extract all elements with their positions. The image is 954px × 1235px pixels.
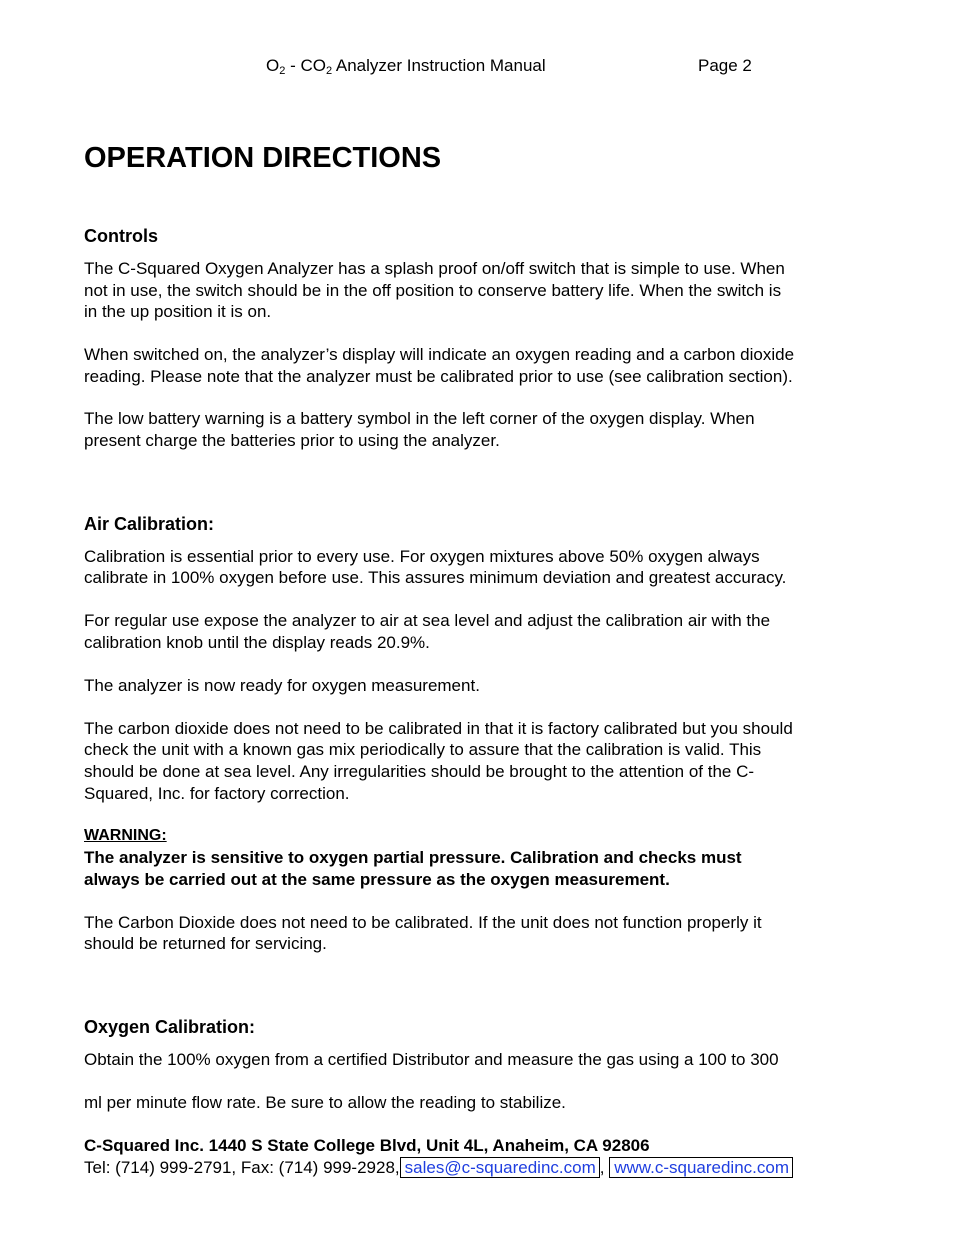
paragraph-line: calibrate in 100% oxygen before use. This assures minimum deviation and greatest accuracy. — [84, 568, 787, 587]
paragraph-line: Obtain the 100% oxygen from a certified Distributor and measure the gas using a 100 to 300 — [84, 1050, 779, 1069]
paragraph-line: The low battery warning is a battery symbol in the left corner of the oxygen display. When — [84, 409, 755, 428]
paragraph-line: should be done at sea level. Any irregularities should be brought to the attention of the C- — [84, 762, 755, 781]
paragraph-line: should be returned for servicing. — [84, 934, 327, 953]
email-link[interactable]: sales@c-squaredinc.com — [400, 1157, 600, 1178]
paragraph-line: ml per minute flow rate. Be sure to allow the reading to stabilize. — [84, 1093, 566, 1112]
air-calibration-heading: Air Calibration: — [84, 514, 215, 534]
company-address: C-Squared Inc. 1440 S State College Blvd, Unit 4L, Anaheim, CA 92806 — [84, 1136, 650, 1155]
website-link[interactable]: www.c-squaredinc.com — [609, 1157, 793, 1178]
controls-heading: Controls — [84, 226, 158, 246]
paragraph-line: present charge the batteries prior to using the analyzer. — [84, 431, 500, 450]
page-number: Page 2 — [698, 56, 752, 75]
paragraph-line: Squared, Inc. for factory correction. — [84, 784, 350, 803]
paragraph-line: Calibration is essential prior to every use. For oxygen mixtures above 50% oxygen always — [84, 547, 760, 566]
warning-text: The analyzer is sensitive to oxygen partial pressure. Calibration and checks must — [84, 848, 742, 867]
paragraph-line: The analyzer is now ready for oxygen measurement. — [84, 676, 480, 695]
paragraph-line: check the unit with a known gas mix periodically to assure that the calibration is valid. This — [84, 740, 762, 759]
contact-phone-fax: Tel: (714) 999-2791, Fax: (714) 999-2928, — [84, 1158, 400, 1177]
paragraph-line: calibration knob until the display reads 20.9%. — [84, 633, 430, 652]
contact-line — [84, 1157, 793, 1179]
page-title: OPERATION DIRECTIONS — [84, 142, 442, 174]
paragraph-line: The C-Squared Oxygen Analyzer has a splash proof on/off switch that is simple to use. When — [84, 259, 785, 278]
paragraph-line: When switched on, the analyzer’s display will indicate an oxygen reading and a carbon dioxide — [84, 345, 795, 364]
paragraph-line: The Carbon Dioxide does not need to be calibrated. If the unit does not function properly it — [84, 913, 762, 932]
paragraph-line: reading. Please note that the analyzer must be calibrated prior to use (see calibration section). — [84, 367, 793, 386]
contact-separator: , — [599, 1158, 605, 1177]
warning-text: always be carried out at the same pressure as the oxygen measurement. — [84, 870, 670, 889]
header-title: $O_2 - CO_2$ Analyzer Instruction Manual — [266, 56, 546, 77]
oxygen-calibration-heading: Oxygen Calibration: — [84, 1017, 256, 1037]
paragraph-line: not in use, the switch should be in the off position to conserve battery life. When the switch is — [84, 281, 782, 300]
warning-label: WARNING: — [84, 827, 167, 844]
paragraph-line: in the up position it is on. — [84, 302, 272, 321]
paragraph-line: The carbon dioxide does not need to be calibrated in that it is factory calibrated but you should — [84, 719, 793, 738]
paragraph-line: For regular use expose the analyzer to air at sea level and adjust the calibration air with the — [84, 611, 771, 630]
